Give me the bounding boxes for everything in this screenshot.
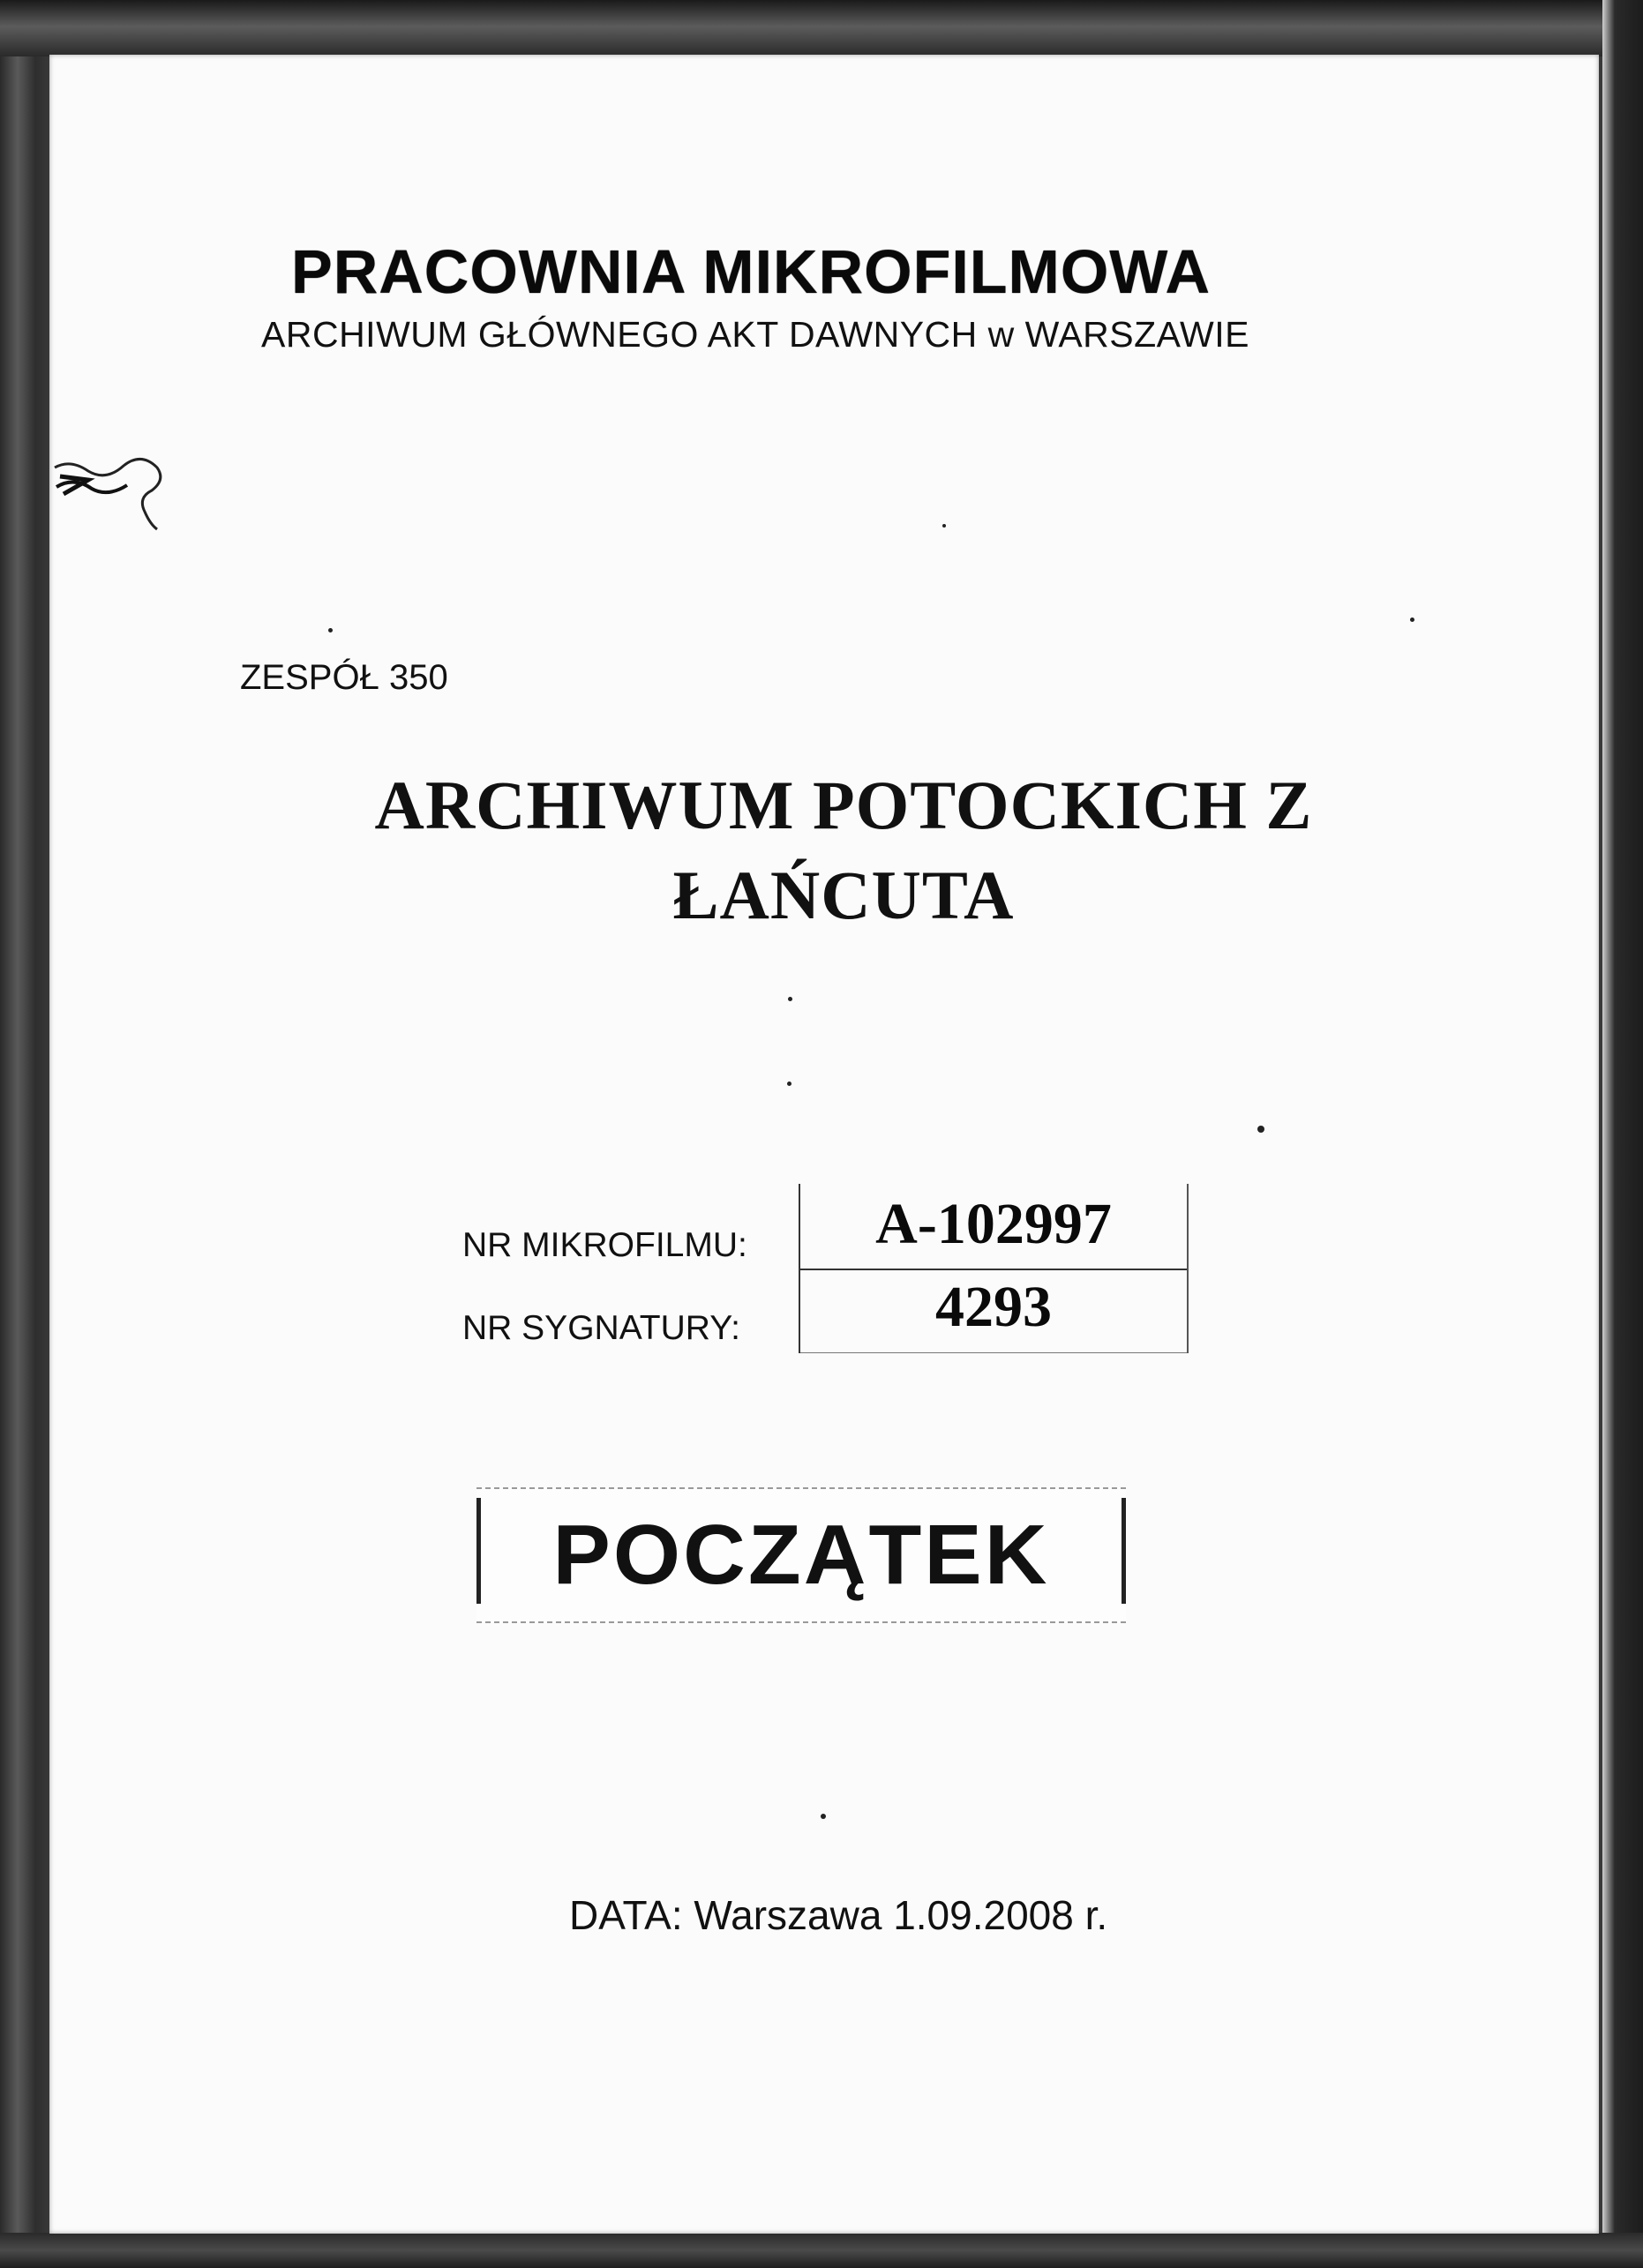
speck [1410, 618, 1414, 622]
number-box-bottom [800, 1352, 1187, 1353]
zespol-label: ZESPÓŁ 350 [240, 658, 448, 697]
sygnatura-value: 4293 [935, 1275, 1052, 1339]
mikrofilm-label: NR MIKROFILMU: [462, 1226, 747, 1264]
fond-title-line1: ARCHIWUM POTOCKICH Z [374, 767, 1313, 843]
date-line: DATA: Warszawa 1.09.2008 r. [569, 1892, 1108, 1938]
speck [821, 1814, 826, 1819]
sygnatura-label: NR SYGNATURY: [462, 1309, 740, 1347]
number-box [799, 1184, 1189, 1353]
scribble-mark [53, 441, 176, 538]
speck [788, 997, 792, 1001]
fond-title-line2: ŁAŃCUTA [672, 857, 1015, 933]
lab-title: PRACOWNIA MIKROFILMOWA [291, 237, 1212, 306]
number-box-divider [800, 1269, 1187, 1270]
start-marker-strip [476, 1487, 1126, 1623]
film-edge-bottom [0, 2233, 1643, 2268]
speck [942, 524, 946, 528]
lab-subtitle: ARCHIWUM GŁÓWNEGO AKT DAWNYCH w WARSZAWIE [261, 314, 1249, 355]
speck [787, 1082, 791, 1086]
mikrofilm-value: A-102997 [875, 1192, 1112, 1256]
speck [328, 628, 333, 632]
start-marker-label: POCZĄTEK [552, 1508, 1050, 1602]
film-edge-top [0, 0, 1643, 56]
speck [1257, 1126, 1264, 1133]
film-edge-right [1602, 0, 1643, 2268]
